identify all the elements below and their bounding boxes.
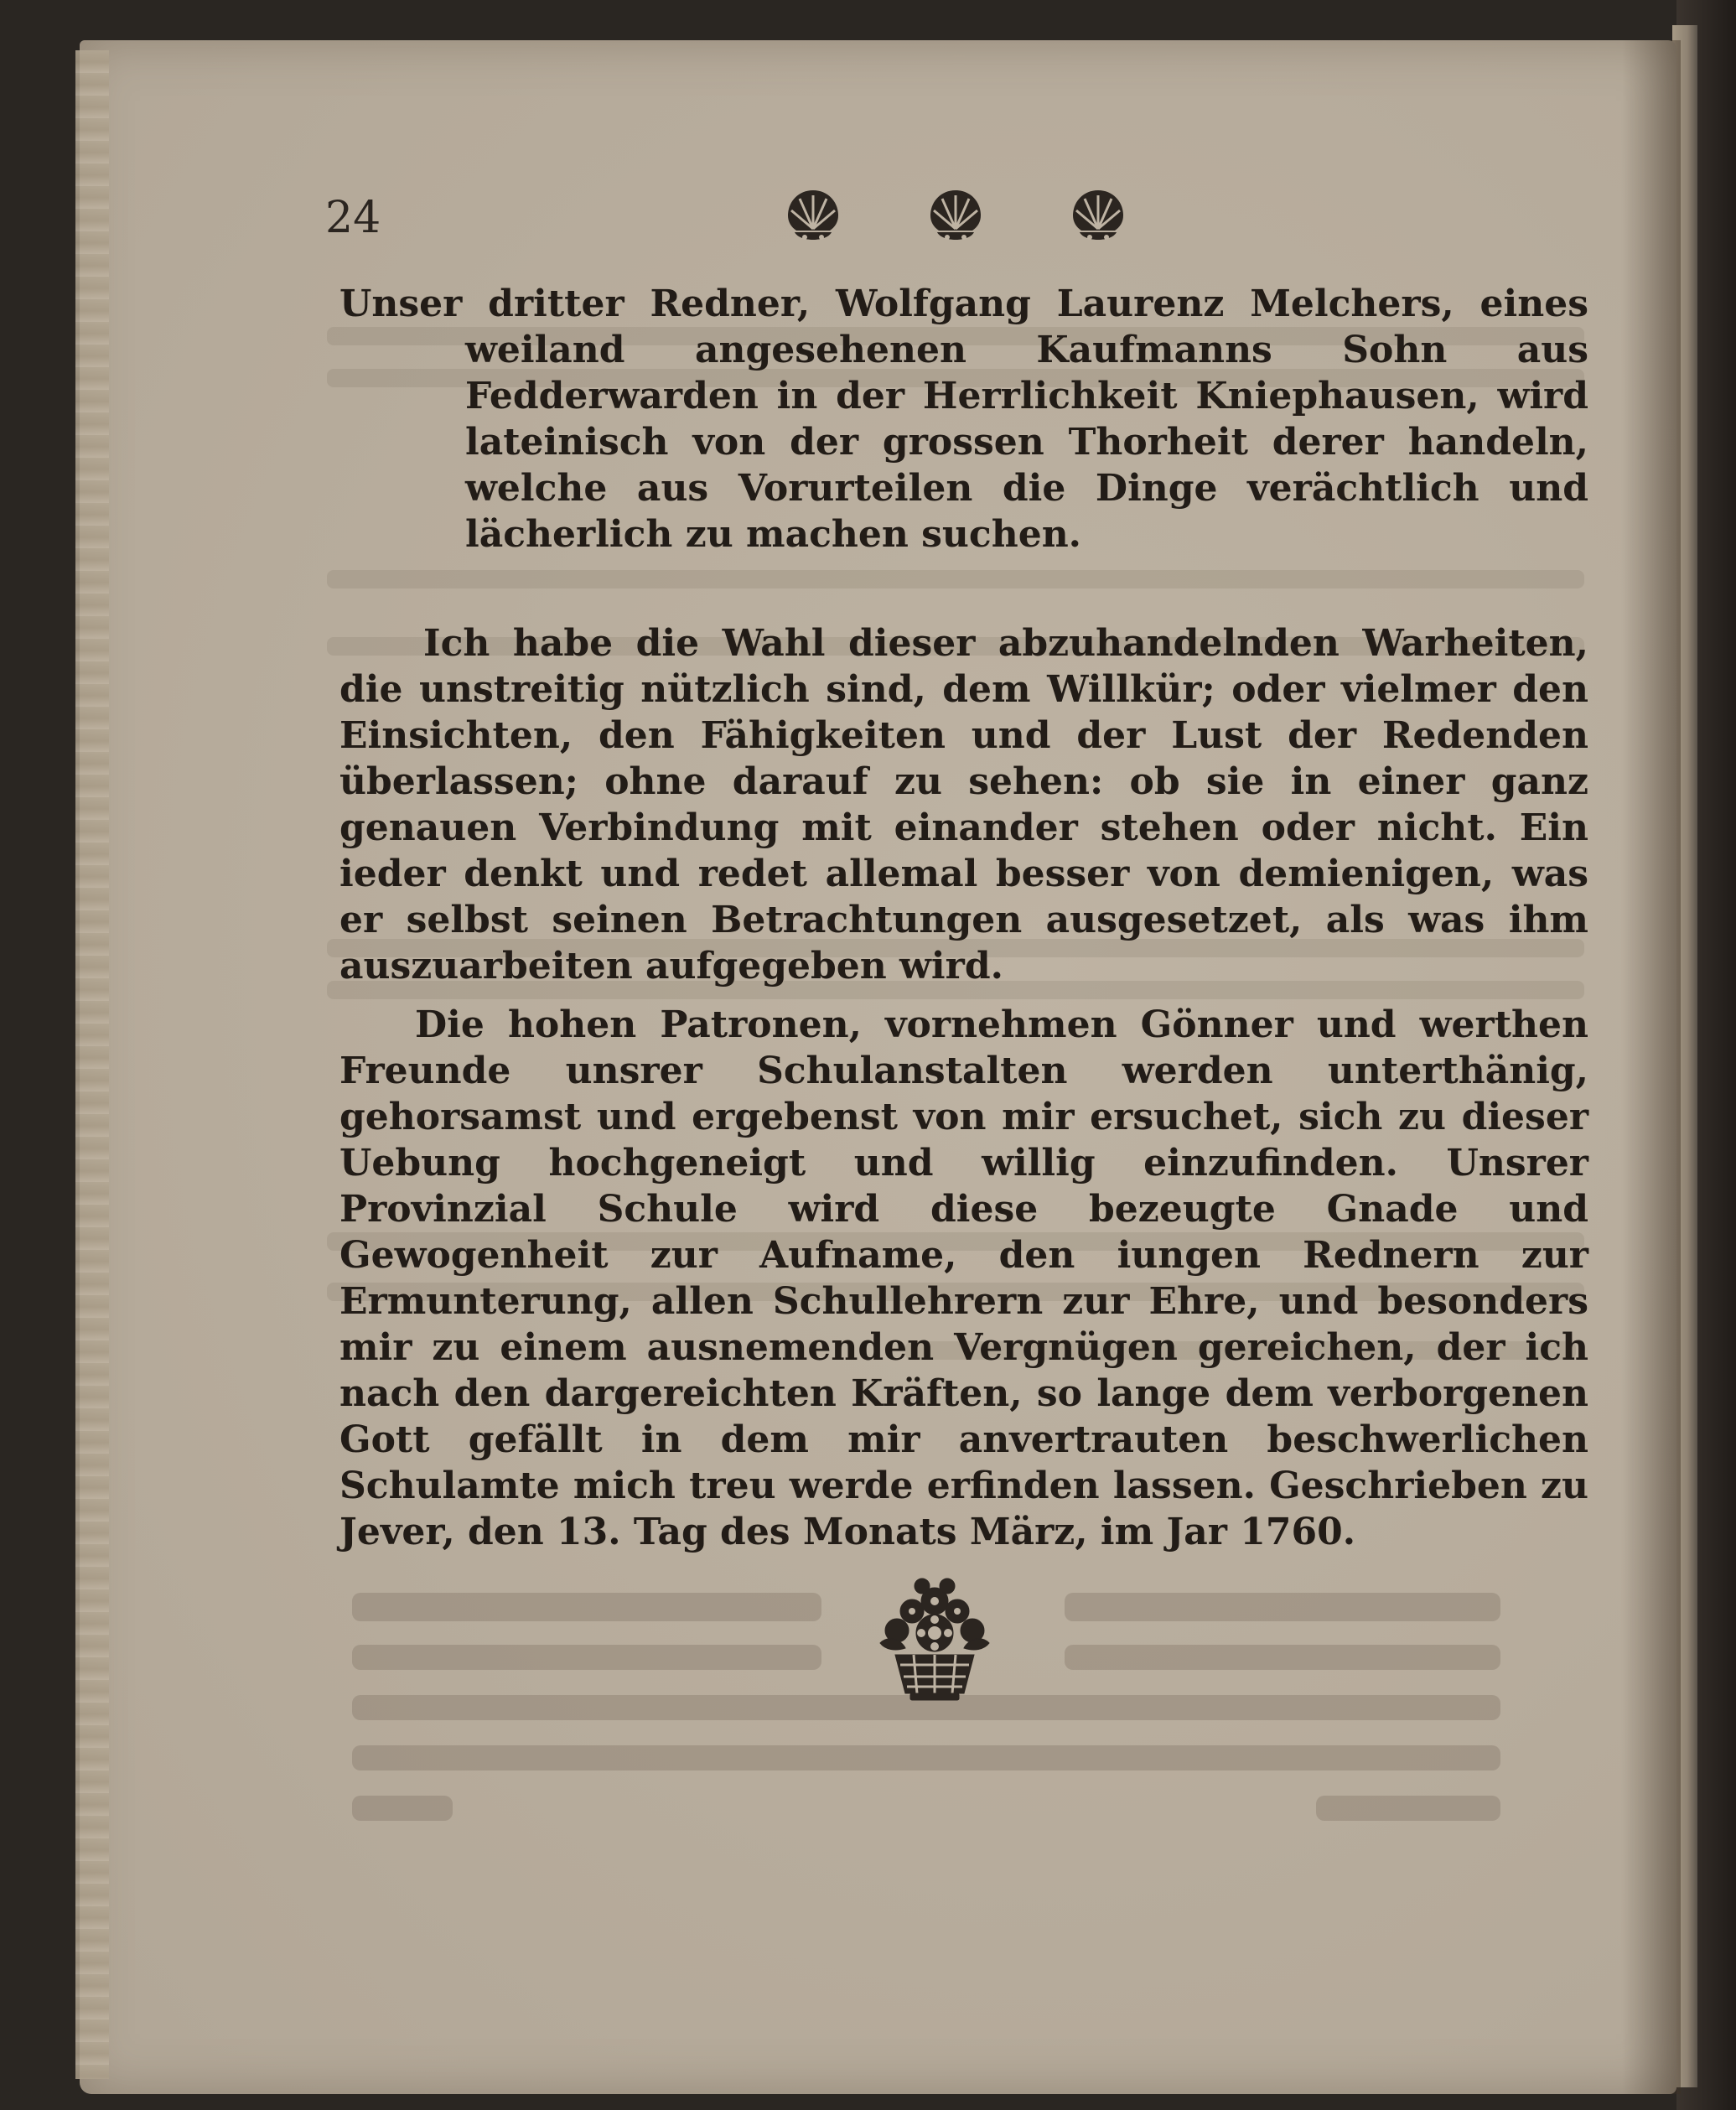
shell-ornament-icon (922, 180, 989, 247)
paragraph-speaker-announcement: Unser dritter Redner, Wolfgang Laurenz Melchers, eines weiland angesehenen Kaufmanns Sohn aus Fedderwarden in der Herrlichkeit Kniephausen, wird lateinisch von der grossen Thorheit derer handeln, welche aus Vorurteilen die Dinge verächtlich und lächerlich zu machen suchen. (339, 283, 1588, 556)
paragraph-topic-selection: Ich habe die Wahl dieser abzuhandelnden Warheiten, die unstreitig nützlich sind, dem Willkür; oder vielmer den Einsichten, den Fähigkeiten und der Lust der Redenden überlassen; ohne darauf zu sehen: ob sie in einer ganz genauen Verbindung mit einander stehen oder nicht. Ein ieder denkt und redet allemal besser von demienigen, was er selbst seinen Betrachtungen ausgesetzet, als was ihm auszuarbeiten aufgegeben wird. (339, 622, 1588, 988)
shell-ornament-icon (1065, 180, 1132, 247)
page-number: 24 (325, 193, 381, 243)
flower-basket-vignette-icon (863, 1568, 1006, 1710)
paragraph-invitation: Die hohen Patronen, vornehmen Gönner und werthen Freunde unsrer Schulanstalten werden unterthänig, gehorsamst und ergebenst von mir ersuchet, sich zu dieser Uebung hochgeneigt und willig einzufinden. Unsrer Provinzial Schule wird diese bezeugte Gnade und Gewogenheit zur Aufname, den iungen Rednern zur Ermunterung, allen Schullehrern zur Ehre, und besonders mir zu einem ausnemenden Vergnügen gereichen, der ich nach den dargereichten Kräften, so lange dem verborgenen Gott gefällt in dem mir anvertrauten beschwerlichen Schulamte mich treu werde erfinden lassen. Geschrieben zu Jever, den 13. Tag des Monats März, im Jar 1760. (339, 1003, 1588, 1553)
header-ornaments (780, 180, 1132, 247)
page-deckle-edge (75, 50, 109, 2079)
shell-ornament-icon (780, 180, 847, 247)
gutter-shadow (1622, 40, 1681, 2094)
